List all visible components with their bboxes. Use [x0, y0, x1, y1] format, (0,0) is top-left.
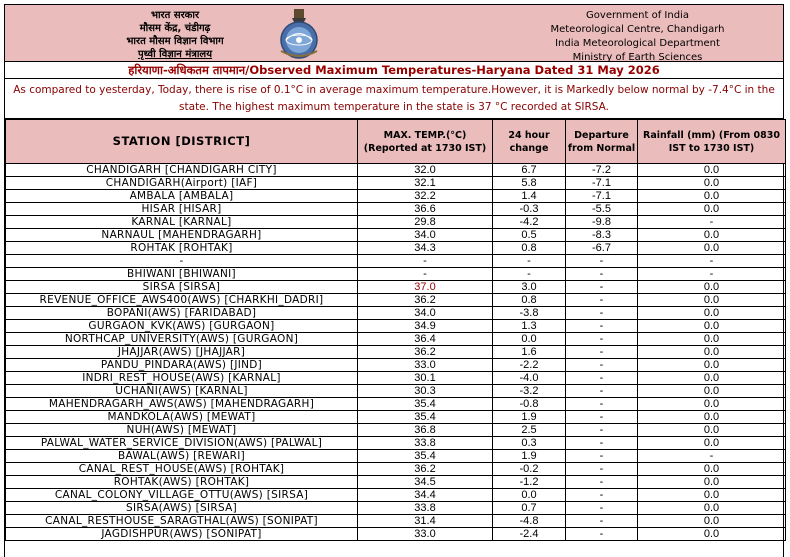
change-cell: -0.8 — [493, 398, 566, 411]
rainfall-cell: - — [638, 450, 786, 463]
departure-cell: - — [566, 372, 638, 385]
max-temp-cell: 32.2 — [358, 190, 493, 203]
rainfall-cell: 0.0 — [638, 424, 786, 437]
max-temp-cell: 36.6 — [358, 203, 493, 216]
departure-cell: - — [566, 502, 638, 515]
departure-cell: - — [566, 476, 638, 489]
temperature-table — [5, 119, 786, 541]
table-row — [6, 359, 786, 372]
report-header — [5, 4, 783, 62]
station-cell: ROHTAK(AWS) [ROHTAK] — [6, 476, 358, 489]
station-cell: NORTHCAP_UNIVERSITY(AWS) [GURGAON] — [6, 333, 358, 346]
departure-cell: - — [566, 346, 638, 359]
station-cell: KARNAL [KARNAL] — [6, 216, 358, 229]
summary-note: As compared to yesterday, Today, there is rise of 0.1°C in average maximum temperature.However, it is Markedly below normal by -7.4°C in the state. The highest maximum temperature in the state is 37 °C recorded at SIRSA. — [5, 79, 783, 119]
station-cell: MANDKOLA(AWS) [MEWAT] — [6, 411, 358, 424]
change-cell: -3.8 — [493, 307, 566, 320]
change-cell: -3.2 — [493, 385, 566, 398]
change-cell: -0.2 — [493, 463, 566, 476]
max-temp-cell: 34.0 — [358, 307, 493, 320]
max-temp-cell: - — [358, 255, 493, 268]
max-temp-cell: - — [358, 268, 493, 281]
change-cell: -2.2 — [493, 359, 566, 372]
hindi-line: पृथ्वी विज्ञान मंत्रालय — [137, 49, 213, 60]
column-header-departure: Departure from Normal — [566, 120, 638, 164]
station-cell: NARNAUL [MAHENDRAGARH] — [6, 229, 358, 242]
change-cell: -4.2 — [493, 216, 566, 229]
max-temp-cell: 34.3 — [358, 242, 493, 255]
max-temp-cell: 33.8 — [358, 437, 493, 450]
departure-cell: - — [566, 398, 638, 411]
english-line: Ministry of Earth Sciences — [572, 52, 703, 63]
station-cell: AMBALA [AMBALA] — [6, 190, 358, 203]
rainfall-cell: 0.0 — [638, 502, 786, 515]
station-cell: PALWAL_WATER_SERVICE_DIVISION(AWS) [PALWAL] — [6, 437, 358, 450]
departure-cell: - — [566, 528, 638, 541]
table-row — [6, 515, 786, 528]
table-row — [6, 216, 786, 229]
column-header-rainfall: Rainfall (mm) (From 0830 IST to 1730 IST) — [638, 120, 786, 164]
change-cell: -4.8 — [493, 515, 566, 528]
max-temp-cell: 34.5 — [358, 476, 493, 489]
change-cell: - — [493, 268, 566, 281]
station-cell: SIRSA(AWS) [SIRSA] — [6, 502, 358, 515]
table-row — [6, 528, 786, 541]
departure-cell: - — [566, 281, 638, 294]
hindi-line: भारत सरकार — [150, 10, 200, 21]
rainfall-cell: 0.0 — [638, 385, 786, 398]
table-row — [6, 476, 786, 489]
rainfall-cell: 0.0 — [638, 411, 786, 424]
english-line: Government of India — [586, 10, 689, 21]
change-cell: -0.3 — [493, 203, 566, 216]
table-row — [6, 502, 786, 515]
station-cell: - — [6, 255, 358, 268]
table-row — [6, 437, 786, 450]
table-row — [6, 164, 786, 177]
change-cell: 0.8 — [493, 294, 566, 307]
rainfall-cell: - — [638, 255, 786, 268]
rainfall-cell: 0.0 — [638, 203, 786, 216]
station-cell: JHAJJAR(AWS) [JHAJJAR] — [6, 346, 358, 359]
table-row — [6, 294, 786, 307]
station-cell: REVENUE_OFFICE_AWS400(AWS) [CHARKHI_DADRI] — [6, 294, 358, 307]
rainfall-cell: 0.0 — [638, 294, 786, 307]
rainfall-cell: 0.0 — [638, 320, 786, 333]
station-cell: BHIWANI [BHIWANI] — [6, 268, 358, 281]
departure-cell: -6.7 — [566, 242, 638, 255]
departure-cell: - — [566, 424, 638, 437]
english-line: Meteorological Centre, Chandigarh — [550, 24, 725, 35]
departure-cell: - — [566, 320, 638, 333]
max-temp-cell: 32.1 — [358, 177, 493, 190]
report-title: हरियाणा-अधिकतम तापमान/Observed Maximum Temperatures-Haryana Dated 31 May 2026 — [5, 62, 783, 79]
departure-cell: -8.3 — [566, 229, 638, 242]
departure-cell: - — [566, 255, 638, 268]
rainfall-cell: 0.0 — [638, 164, 786, 177]
rainfall-cell: 0.0 — [638, 190, 786, 203]
max-temp-cell: 29.8 — [358, 216, 493, 229]
departure-cell: - — [566, 359, 638, 372]
station-cell: UCHANI(AWS) [KARNAL] — [6, 385, 358, 398]
table-row — [6, 320, 786, 333]
table-row — [6, 281, 786, 294]
departure-cell: - — [566, 489, 638, 502]
change-cell: 0.0 — [493, 489, 566, 502]
rainfall-cell: 0.0 — [638, 515, 786, 528]
max-temp-cell: 36.8 — [358, 424, 493, 437]
rainfall-cell: 0.0 — [638, 177, 786, 190]
table-row — [6, 411, 786, 424]
change-cell: 1.4 — [493, 190, 566, 203]
station-cell: CHANDIGARH [CHANDIGARH CITY] — [6, 164, 358, 177]
departure-cell: - — [566, 450, 638, 463]
max-temp-cell: 30.3 — [358, 385, 493, 398]
column-header-max-temp: MAX. TEMP.(°C) (Reported at 1730 IST) — [358, 120, 493, 164]
station-cell: BOPANI(AWS) [FARIDABAD] — [6, 307, 358, 320]
max-temp-cell: 34.4 — [358, 489, 493, 502]
departure-cell: - — [566, 333, 638, 346]
table-row — [6, 463, 786, 476]
change-cell: 0.3 — [493, 437, 566, 450]
max-temp-cell: 35.4 — [358, 398, 493, 411]
table-row — [6, 268, 786, 281]
station-cell: CANAL_RESTHOUSE_SARAGTHAL(AWS) [SONIPAT] — [6, 515, 358, 528]
table-row — [6, 424, 786, 437]
departure-cell: - — [566, 437, 638, 450]
max-temp-cell: 36.2 — [358, 294, 493, 307]
max-temp-cell: 36.2 — [358, 463, 493, 476]
max-temp-cell: 33.0 — [358, 528, 493, 541]
english-header — [515, 9, 760, 65]
station-cell: CHANDIGARH(Airport) [IAF] — [6, 177, 358, 190]
station-cell: BAWAL(AWS) [REWARI] — [6, 450, 358, 463]
change-cell: 1.3 — [493, 320, 566, 333]
max-temp-cell: 34.9 — [358, 320, 493, 333]
departure-cell: -9.8 — [566, 216, 638, 229]
english-line: India Meteorological Department — [555, 38, 720, 49]
table-row — [6, 229, 786, 242]
max-temp-cell: 37.0 — [358, 281, 493, 294]
station-cell: ROHTAK [ROHTAK] — [6, 242, 358, 255]
max-temp-cell: 33.0 — [358, 359, 493, 372]
station-cell: JAGDISHPUR(AWS) [SONIPAT] — [6, 528, 358, 541]
report-sheet — [4, 4, 784, 557]
rainfall-cell: 0.0 — [638, 528, 786, 541]
rainfall-cell: 0.0 — [638, 398, 786, 411]
max-temp-cell: 35.4 — [358, 450, 493, 463]
change-cell: 0.0 — [493, 333, 566, 346]
departure-cell: - — [566, 411, 638, 424]
change-cell: -2.4 — [493, 528, 566, 541]
departure-cell: - — [566, 307, 638, 320]
temperature-table-wrap — [5, 119, 783, 541]
departure-cell: -7.2 — [566, 164, 638, 177]
rainfall-cell: 0.0 — [638, 307, 786, 320]
change-cell: 0.5 — [493, 229, 566, 242]
hindi-line: भारत मौसम विज्ञान विभाग — [126, 36, 224, 47]
rainfall-cell: - — [638, 268, 786, 281]
rainfall-cell: 0.0 — [638, 346, 786, 359]
table-row — [6, 346, 786, 359]
change-cell: 1.9 — [493, 411, 566, 424]
change-cell: 5.8 — [493, 177, 566, 190]
change-cell: -1.2 — [493, 476, 566, 489]
rainfall-cell: 0.0 — [638, 333, 786, 346]
station-cell: GURGAON_KVK(AWS) [GURGAON] — [6, 320, 358, 333]
table-row — [6, 333, 786, 346]
max-temp-cell: 34.0 — [358, 229, 493, 242]
max-temp-cell: 32.0 — [358, 164, 493, 177]
station-cell: NUH(AWS) [MEWAT] — [6, 424, 358, 437]
table-row — [6, 177, 786, 190]
station-cell: HISAR [HISAR] — [6, 203, 358, 216]
table-row — [6, 398, 786, 411]
change-cell: 3.0 — [493, 281, 566, 294]
column-header-station: STATION [DISTRICT] — [6, 120, 358, 164]
imd-emblem-icon — [273, 7, 325, 61]
change-cell: 6.7 — [493, 164, 566, 177]
max-temp-cell: 36.4 — [358, 333, 493, 346]
table-row — [6, 489, 786, 502]
table-row — [6, 190, 786, 203]
departure-cell: - — [566, 463, 638, 476]
change-cell: 2.5 — [493, 424, 566, 437]
station-cell: PANDU_PINDARA(AWS) [JIND] — [6, 359, 358, 372]
table-row — [6, 450, 786, 463]
max-temp-cell: 30.1 — [358, 372, 493, 385]
rainfall-cell: 0.0 — [638, 229, 786, 242]
rainfall-cell: 0.0 — [638, 437, 786, 450]
change-cell: 0.7 — [493, 502, 566, 515]
departure-cell: -7.1 — [566, 190, 638, 203]
hindi-header — [89, 9, 261, 61]
max-temp-cell: 31.4 — [358, 515, 493, 528]
table-row — [6, 385, 786, 398]
rainfall-cell: 0.0 — [638, 372, 786, 385]
departure-cell: - — [566, 385, 638, 398]
station-cell: CANAL_REST_HOUSE(AWS) [ROHTAK] — [6, 463, 358, 476]
rainfall-cell: - — [638, 216, 786, 229]
table-body — [6, 164, 786, 541]
change-cell: -4.0 — [493, 372, 566, 385]
departure-cell: - — [566, 515, 638, 528]
rainfall-cell: 0.0 — [638, 489, 786, 502]
departure-cell: -5.5 — [566, 203, 638, 216]
column-header-change: 24 hour change — [493, 120, 566, 164]
station-cell: CANAL_COLONY_VILLAGE_OTTU(AWS) [SIRSA] — [6, 489, 358, 502]
max-temp-cell: 35.4 — [358, 411, 493, 424]
table-row — [6, 372, 786, 385]
change-cell: 0.8 — [493, 242, 566, 255]
change-cell: - — [493, 255, 566, 268]
change-cell: 1.9 — [493, 450, 566, 463]
table-row — [6, 242, 786, 255]
table-header-row — [6, 120, 786, 164]
table-row — [6, 255, 786, 268]
rainfall-cell: 0.0 — [638, 476, 786, 489]
rainfall-cell: 0.0 — [638, 242, 786, 255]
change-cell: 1.6 — [493, 346, 566, 359]
table-row — [6, 203, 786, 216]
departure-cell: -7.1 — [566, 177, 638, 190]
table-row — [6, 307, 786, 320]
station-cell: SIRSA [SIRSA] — [6, 281, 358, 294]
rainfall-cell: 0.0 — [638, 359, 786, 372]
hindi-line: मौसम केंद्र, चंडीगढ़ — [139, 23, 211, 34]
station-cell: INDRI_REST_HOUSE(AWS) [KARNAL] — [6, 372, 358, 385]
max-temp-cell: 33.8 — [358, 502, 493, 515]
rainfall-cell: 0.0 — [638, 281, 786, 294]
departure-cell: - — [566, 268, 638, 281]
departure-cell: - — [566, 294, 638, 307]
max-temp-cell: 36.2 — [358, 346, 493, 359]
rainfall-cell: 0.0 — [638, 463, 786, 476]
station-cell: MAHENDRAGARH_AWS(AWS) [MAHENDRAGARH] — [6, 398, 358, 411]
